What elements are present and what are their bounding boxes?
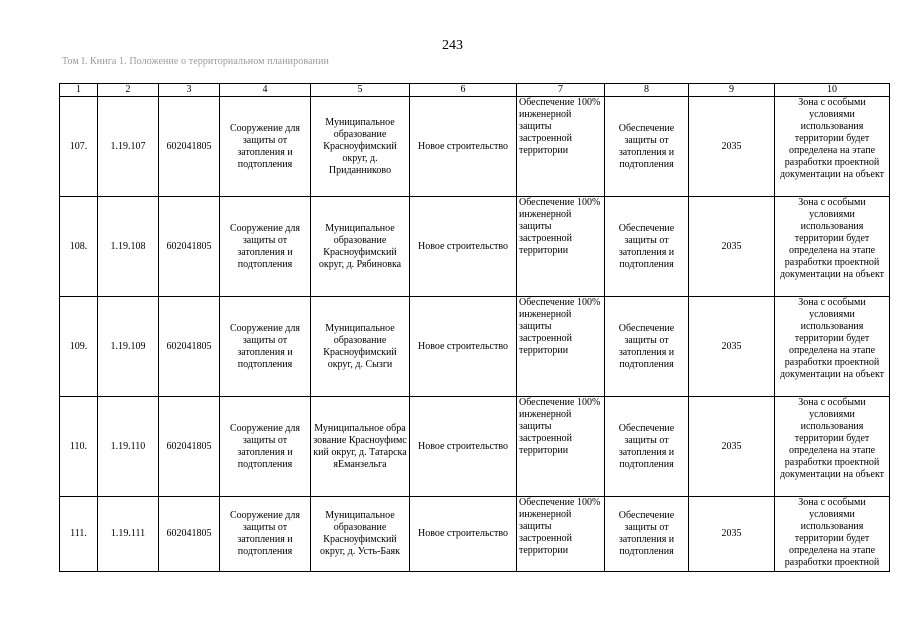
- object-code: 1.19.109: [98, 297, 159, 397]
- object-id: 602041805: [159, 197, 220, 297]
- completion-year: 2035: [689, 497, 775, 572]
- object-function: Обеспечение защиты от затопления и подтопления: [605, 197, 689, 297]
- column-header: 7: [517, 84, 605, 97]
- object-code: 1.19.107: [98, 97, 159, 197]
- page-number: 243: [442, 38, 463, 53]
- column-header: 9: [689, 84, 775, 97]
- construction-type: Новое строительство: [410, 197, 517, 297]
- object-location: Муниципальное образование Красноуфимский округ, д. Рябиновка: [311, 197, 410, 297]
- row-number: 109.: [60, 297, 98, 397]
- object-purpose: Обеспечение 100% инженерной защиты застроенной территории: [517, 397, 605, 497]
- object-function: Обеспечение защиты от затопления и подтопления: [605, 97, 689, 197]
- column-header: 4: [220, 84, 311, 97]
- construction-type: Новое строительство: [410, 297, 517, 397]
- object-name: Сооружение для защиты от затопления и подтопления: [220, 297, 311, 397]
- row-number: 108.: [60, 197, 98, 297]
- row-number: 111.: [60, 497, 98, 572]
- object-name: Сооружение для защиты от затопления и подтопления: [220, 97, 311, 197]
- object-name: Сооружение для защиты от затопления и подтопления: [220, 497, 311, 572]
- object-id: 602041805: [159, 397, 220, 497]
- zone-description: Зона с особыми условиями использования территории будет определена на этапе разработки проектной: [775, 497, 890, 572]
- construction-type: Новое строительство: [410, 497, 517, 572]
- object-code: 1.19.111: [98, 497, 159, 572]
- column-header: 5: [311, 84, 410, 97]
- zone-description: Зона с особыми условиями использования территории будет определена на этапе разработки проектной документации на объект: [775, 397, 890, 497]
- objects-table: [59, 83, 890, 572]
- document-header: Том I. Книга 1. Положение о территориальном планировании: [62, 56, 329, 67]
- column-header: 6: [410, 84, 517, 97]
- object-location: Муниципальное образование Красноуфимский округ, д. ТатарскаяЕманзельга: [311, 397, 410, 497]
- row-number: 110.: [60, 397, 98, 497]
- zone-description: Зона с особыми условиями использования территории будет определена на этапе разработки проектной документации на объект: [775, 197, 890, 297]
- object-purpose: Обеспечение 100% инженерной защиты застроенной территории: [517, 197, 605, 297]
- table-row: [60, 497, 890, 572]
- table-row: [60, 197, 890, 297]
- column-header: 3: [159, 84, 220, 97]
- table-row: [60, 297, 890, 397]
- completion-year: 2035: [689, 397, 775, 497]
- object-location: Муниципальное образование Красноуфимский округ, д. Усть-Баяк: [311, 497, 410, 572]
- object-id: 602041805: [159, 497, 220, 572]
- completion-year: 2035: [689, 97, 775, 197]
- object-function: Обеспечение защиты от затопления и подтопления: [605, 497, 689, 572]
- object-location: Муниципальное образование Красноуфимский округ, д. Сызги: [311, 297, 410, 397]
- construction-type: Новое строительство: [410, 97, 517, 197]
- object-purpose: Обеспечение 100% инженерной защиты застроенной территории: [517, 297, 605, 397]
- column-header: 1: [60, 84, 98, 97]
- column-header: 2: [98, 84, 159, 97]
- object-code: 1.19.110: [98, 397, 159, 497]
- object-function: Обеспечение защиты от затопления и подтопления: [605, 297, 689, 397]
- table-row: [60, 97, 890, 197]
- object-function: Обеспечение защиты от затопления и подтопления: [605, 397, 689, 497]
- row-number: 107.: [60, 97, 98, 197]
- table-row: [60, 397, 890, 497]
- object-name: Сооружение для защиты от затопления и подтопления: [220, 197, 311, 297]
- completion-year: 2035: [689, 197, 775, 297]
- object-location: Муниципальное образование Красноуфимский округ, д. Приданниково: [311, 97, 410, 197]
- object-code: 1.19.108: [98, 197, 159, 297]
- construction-type: Новое строительство: [410, 397, 517, 497]
- header-row: [60, 84, 890, 97]
- object-name: Сооружение для защиты от затопления и подтопления: [220, 397, 311, 497]
- zone-description: Зона с особыми условиями использования территории будет определена на этапе разработки проектной документации на объект: [775, 97, 890, 197]
- column-header: 8: [605, 84, 689, 97]
- column-header: 10: [775, 84, 890, 97]
- object-purpose: Обеспечение 100% инженерной защиты застроенной территории: [517, 497, 605, 572]
- completion-year: 2035: [689, 297, 775, 397]
- object-id: 602041805: [159, 297, 220, 397]
- object-id: 602041805: [159, 97, 220, 197]
- object-purpose: Обеспечение 100% инженерной защиты застроенной территории: [517, 97, 605, 197]
- zone-description: Зона с особыми условиями использования территории будет определена на этапе разработки проектной документации на объект: [775, 297, 890, 397]
